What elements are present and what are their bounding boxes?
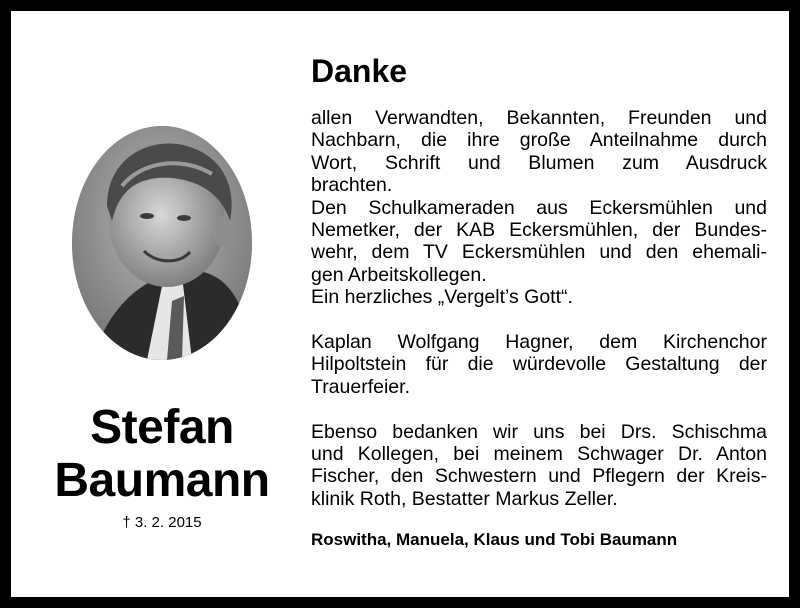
text-line: Den Schulkameraden aus Eckersmühlen und (311, 196, 767, 219)
memorial-column (22, 22, 290, 608)
notice-heading: Danke (311, 53, 408, 89)
text-line: brachten. (311, 174, 393, 197)
thank-you-column (311, 51, 767, 551)
text-line: gen Arbeitskollegen. (311, 263, 487, 286)
deceased-last-name: Baumann (54, 454, 270, 507)
text-line: und Kollegen, bei meinem Schwager Dr. Anton (311, 443, 767, 466)
text-line: Nemetker, der KAB Eckersmühlen, der Bundes- (311, 219, 767, 242)
text-line: wehr, dem TV Eckersmühlen und den ehemali- (311, 241, 767, 264)
text-line: allen Verwandten, Bekannten, Freunden und (311, 107, 767, 129)
text-line: Wort, Schrift und Blumen zum Ausdruck (311, 151, 767, 174)
paragraph-gap (311, 398, 767, 420)
paragraph-2 (311, 331, 767, 398)
text-line: Hilpoltstein für die würdevolle Gestaltung der (311, 353, 767, 376)
deceased-first-name: Stefan (90, 401, 234, 454)
text-line: Fischer, den Schwestern und Pflegern der Kreis- (311, 465, 767, 488)
text-line: Nachbarn, die ihre große Anteilnahme durch (311, 129, 767, 152)
text-line: Ebenso bedanken wir uns bei Drs. Schischma (311, 420, 767, 443)
text-line: Ein herzliches „Vergelt’s Gott“. (311, 286, 573, 309)
paragraph-3 (311, 421, 767, 511)
death-date: † 3. 2. 2015 (122, 514, 202, 531)
family-signature: Roswitha, Manuela, Klaus und Tobi Baumann (311, 530, 678, 550)
text-line: Kaplan Wolfgang Hagner, dem Kirchenchor (311, 331, 767, 354)
paragraph-gap (311, 309, 767, 331)
text-line: klinik Roth, Bestatter Markus Zeller. (311, 487, 618, 510)
paragraph-1 (311, 107, 767, 309)
portrait-photo (72, 126, 252, 360)
text-line: Trauerfeier. (311, 375, 410, 398)
